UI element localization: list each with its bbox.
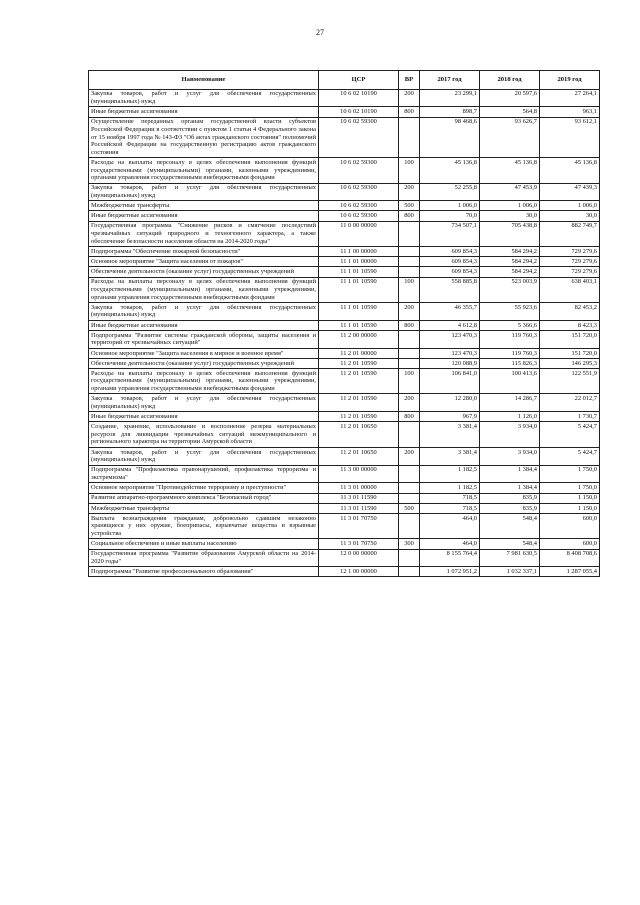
header-vr: ВР	[399, 71, 420, 90]
row-vr-cell	[399, 513, 420, 538]
row-2017-cell: 718,5	[420, 503, 480, 513]
row-2018-cell: 3 934,0	[480, 422, 540, 447]
table-header-row	[89, 71, 600, 90]
table-row	[89, 277, 600, 302]
table-row	[89, 221, 600, 246]
row-2017-cell: 4 612,8	[420, 320, 480, 330]
row-2017-cell: 123 470,3	[420, 348, 480, 358]
row-csr-cell: 11 1 01 10590	[319, 320, 399, 330]
row-name-cell: Закупка товаров, работ и услуг для обеспечения государственных (муниципальных) нужд	[89, 447, 319, 465]
row-vr-cell	[399, 348, 420, 358]
row-2019-cell: 82 453,2	[540, 302, 600, 320]
table-row	[89, 539, 600, 549]
row-2019-cell: 600,0	[540, 539, 600, 549]
row-2019-cell: 729 279,6	[540, 257, 600, 267]
row-vr-cell	[399, 221, 420, 246]
row-csr-cell: 10 6 02 59300	[319, 201, 399, 211]
row-csr-cell: 11 2 01 10590	[319, 412, 399, 422]
row-2018-cell: 584 294,2	[480, 267, 540, 277]
row-csr-cell: 11 1 01 00000	[319, 257, 399, 267]
row-2018-cell: 584 294,2	[480, 247, 540, 257]
row-csr-cell: 11 2 01 10650	[319, 422, 399, 447]
row-vr-cell	[399, 422, 420, 447]
row-2017-cell: 1 182,5	[420, 483, 480, 493]
row-2019-cell: 8 423,3	[540, 320, 600, 330]
row-2017-cell: 45 136,8	[420, 158, 480, 183]
row-name-cell: Иные бюджетные ассигнования	[89, 320, 319, 330]
row-2018-cell: 100 413,6	[480, 369, 540, 394]
table-row	[89, 330, 600, 348]
table-row	[89, 158, 600, 183]
row-2018-cell: 14 286,7	[480, 394, 540, 412]
row-name-cell: Подпрограмма "Развитие профессионального образования"	[89, 567, 319, 577]
table-row	[89, 201, 600, 211]
row-2019-cell: 45 136,8	[540, 158, 600, 183]
row-2017-cell: 12 280,0	[420, 394, 480, 412]
row-2017-cell: 23 299,1	[420, 89, 480, 107]
row-2017-cell: 718,5	[420, 493, 480, 503]
row-name-cell: Развитие аппаратно-программного комплекса "Безопасный город"	[89, 493, 319, 503]
row-vr-cell: 100	[399, 277, 420, 302]
row-2018-cell: 47 453,9	[480, 183, 540, 201]
row-csr-cell: 11 3 01 70750	[319, 539, 399, 549]
row-2019-cell: 151 720,0	[540, 348, 600, 358]
row-2017-cell: 1 182,5	[420, 465, 480, 483]
row-csr-cell: 11 2 01 10590	[319, 369, 399, 394]
row-2018-cell: 1 006,0	[480, 201, 540, 211]
row-2018-cell: 548,4	[480, 539, 540, 549]
row-2017-cell: 98 468,6	[420, 117, 480, 158]
row-name-cell: Выплата вознаграждения гражданам, добровольно сдавшим незаконно хранящиеся у них оружие, боеприпасы, взрывчатые вещества и взрывные устройства	[89, 513, 319, 538]
table-row	[89, 117, 600, 158]
row-name-cell: Закупка товаров, работ и услуг для обеспечения государственных (муниципальных) нужд	[89, 302, 319, 320]
table-row	[89, 247, 600, 257]
row-2019-cell: 1 150,0	[540, 493, 600, 503]
row-vr-cell	[399, 567, 420, 577]
row-vr-cell: 200	[399, 394, 420, 412]
row-vr-cell: 100	[399, 369, 420, 394]
table-row	[89, 89, 600, 107]
row-2017-cell: 3 381,4	[420, 422, 480, 447]
row-2019-cell: 600,0	[540, 513, 600, 538]
row-vr-cell: 500	[399, 503, 420, 513]
row-vr-cell: 300	[399, 539, 420, 549]
row-2018-cell: 45 136,8	[480, 158, 540, 183]
row-2018-cell: 523 003,9	[480, 277, 540, 302]
row-2019-cell: 729 279,6	[540, 267, 600, 277]
row-2019-cell: 882 749,7	[540, 221, 600, 246]
header-2019: 2019 год	[540, 71, 600, 90]
row-vr-cell: 500	[399, 201, 420, 211]
table-body	[89, 89, 600, 577]
row-name-cell: Подпрограмма "Профилактика правонарушений, профилактика терроризма и экстремизма"	[89, 465, 319, 483]
row-csr-cell: 10 6 02 59300	[319, 158, 399, 183]
row-2018-cell: 1 032 337,1	[480, 567, 540, 577]
header-name: Наименование	[89, 71, 319, 90]
row-csr-cell: 11 3 01 11590	[319, 493, 399, 503]
table-row	[89, 549, 600, 567]
table-row	[89, 447, 600, 465]
row-vr-cell: 100	[399, 158, 420, 183]
table-row	[89, 369, 600, 394]
table-row	[89, 211, 600, 221]
table-row	[89, 267, 600, 277]
budget-table	[88, 70, 600, 577]
row-2018-cell: 584 294,2	[480, 257, 540, 267]
row-name-cell: Расходы на выплаты персоналу в целях обеспечения выполнения функций государственными (муниципальными) органами, казенными учреждениями, органами управления государственными внебюджетными фондами	[89, 277, 319, 302]
row-name-cell: Государственная программа "Развитие образования Амурской области на 2014-2020 годы"	[89, 549, 319, 567]
row-2018-cell: 55 923,6	[480, 302, 540, 320]
row-csr-cell: 10 6 02 59300	[319, 183, 399, 201]
row-csr-cell: 11 1 01 10590	[319, 267, 399, 277]
row-2019-cell: 1 287 055,4	[540, 567, 600, 577]
row-csr-cell: 11 2 01 10650	[319, 447, 399, 465]
row-2018-cell: 93 626,7	[480, 117, 540, 158]
table-row	[89, 483, 600, 493]
row-2019-cell: 22 012,7	[540, 394, 600, 412]
row-vr-cell: 200	[399, 302, 420, 320]
row-name-cell: Иные бюджетные ассигнования	[89, 211, 319, 221]
table-row	[89, 183, 600, 201]
row-2019-cell: 1 730,7	[540, 412, 600, 422]
header-2017: 2017 год	[420, 71, 480, 90]
row-vr-cell	[399, 117, 420, 158]
row-2018-cell: 20 597,6	[480, 89, 540, 107]
row-2017-cell: 967,9	[420, 412, 480, 422]
row-name-cell: Иные бюджетные ассигнования	[89, 107, 319, 117]
row-2019-cell: 151 720,0	[540, 330, 600, 348]
row-2019-cell: 1 750,0	[540, 483, 600, 493]
row-2019-cell: 93 612,1	[540, 117, 600, 158]
row-csr-cell: 10 6 02 59300	[319, 117, 399, 158]
row-csr-cell: 12 0 00 00000	[319, 549, 399, 567]
table-row	[89, 567, 600, 577]
row-name-cell: Основное мероприятие "Защита населения в мирное и военное время"	[89, 348, 319, 358]
row-2018-cell: 835,9	[480, 493, 540, 503]
row-name-cell: Государственная программа "Снижение рисков и смягчение последствий чрезвычайных ситуаций природного и техногенного характера, а также обеспечение безопасности населения области на 2014-2020 годы"	[89, 221, 319, 246]
row-csr-cell: 11 3 00 00000	[319, 465, 399, 483]
row-vr-cell	[399, 549, 420, 567]
row-name-cell: Межбюджетные трансферты	[89, 201, 319, 211]
row-vr-cell	[399, 247, 420, 257]
row-2017-cell: 8 155 764,4	[420, 549, 480, 567]
row-vr-cell: 800	[399, 107, 420, 117]
row-2018-cell: 7 981 630,5	[480, 549, 540, 567]
table-row	[89, 465, 600, 483]
row-2017-cell: 609 854,3	[420, 257, 480, 267]
row-2018-cell: 30,0	[480, 211, 540, 221]
table-row	[89, 513, 600, 538]
row-2019-cell: 27 264,1	[540, 89, 600, 107]
row-2017-cell: 120 088,9	[420, 358, 480, 368]
row-vr-cell	[399, 267, 420, 277]
row-2019-cell: 1 006,0	[540, 201, 600, 211]
table-row	[89, 394, 600, 412]
row-2019-cell: 8 408 708,6	[540, 549, 600, 567]
row-name-cell: Основное мероприятие "Защита населения от пожаров"	[89, 257, 319, 267]
row-2019-cell: 47 439,3	[540, 183, 600, 201]
row-2018-cell: 5 366,6	[480, 320, 540, 330]
row-csr-cell: 11 2 01 00000	[319, 348, 399, 358]
row-2018-cell: 115 826,3	[480, 358, 540, 368]
header-2018: 2018 год	[480, 71, 540, 90]
row-2017-cell: 1 006,0	[420, 201, 480, 211]
row-2017-cell: 52 255,8	[420, 183, 480, 201]
row-name-cell: Осуществление переданных органам государственной власти субъектов Российской Федерации в соответствии с пунктом 1 статьи 4 Федерального закона от 15 ноября 1997 года № 143-ФЗ "Об актах гражданского состояния" полномочий Российской Федерации на государственную регистрацию актов гражданского состояния	[89, 117, 319, 158]
row-csr-cell: 11 1 01 10590	[319, 302, 399, 320]
row-vr-cell	[399, 330, 420, 348]
row-vr-cell: 200	[399, 89, 420, 107]
row-2017-cell: 1 072 951,2	[420, 567, 480, 577]
row-2019-cell: 963,1	[540, 107, 600, 117]
row-2018-cell: 3 934,0	[480, 447, 540, 465]
row-name-cell: Создание, хранение, использование и восполнение резерва материальных ресурсов для ликвидации чрезвычайных ситуаций межмуниципального и регионального характера на территории Амурской области	[89, 422, 319, 447]
row-2018-cell: 119 760,3	[480, 348, 540, 358]
row-2019-cell: 5 424,7	[540, 447, 600, 465]
row-2017-cell: 609 854,3	[420, 267, 480, 277]
row-vr-cell	[399, 465, 420, 483]
table-row	[89, 257, 600, 267]
row-csr-cell: 11 3 01 70750	[319, 513, 399, 538]
row-name-cell: Социальное обеспечение и иные выплаты населению	[89, 539, 319, 549]
table-row	[89, 107, 600, 117]
row-csr-cell: 11 2 01 10590	[319, 394, 399, 412]
row-csr-cell: 12 1 00 00000	[319, 567, 399, 577]
row-name-cell: Обеспечение деятельности (оказание услуг) государственных учреждений	[89, 267, 319, 277]
row-2018-cell: 564,8	[480, 107, 540, 117]
row-name-cell: Подпрограмма "Развитие системы гражданской обороны, защиты населения и территорий от чрезвычайных ситуаций"	[89, 330, 319, 348]
row-name-cell: Закупка товаров, работ и услуг для обеспечения государственных (муниципальных) нужд	[89, 89, 319, 107]
row-csr-cell: 11 3 01 11590	[319, 503, 399, 513]
header-csr: ЦСР	[319, 71, 399, 90]
row-2017-cell: 123 470,3	[420, 330, 480, 348]
row-2019-cell: 638 403,1	[540, 277, 600, 302]
page-number: 27	[316, 28, 324, 37]
row-2019-cell: 30,0	[540, 211, 600, 221]
row-2017-cell: 734 507,1	[420, 221, 480, 246]
row-2018-cell: 1 384,4	[480, 465, 540, 483]
row-2017-cell: 46 355,7	[420, 302, 480, 320]
row-2017-cell: 558 885,8	[420, 277, 480, 302]
row-name-cell: Основное мероприятие "Противодействие терроризму и преступности"	[89, 483, 319, 493]
row-2019-cell: 729 279,6	[540, 247, 600, 257]
row-2019-cell: 5 424,7	[540, 422, 600, 447]
row-csr-cell: 11 1 01 10590	[319, 277, 399, 302]
row-name-cell: Межбюджетные трансферты	[89, 503, 319, 513]
row-2017-cell: 464,0	[420, 513, 480, 538]
row-csr-cell: 10 6 02 10190	[319, 89, 399, 107]
table-row	[89, 348, 600, 358]
row-2019-cell: 1 750,0	[540, 465, 600, 483]
table-row	[89, 302, 600, 320]
row-2018-cell: 705 438,8	[480, 221, 540, 246]
row-name-cell: Расходы на выплаты персоналу в целях обеспечения выполнения функций государственными (муниципальными) органами, казенными учреждениями, органами управления государственными внебюджетными фондами	[89, 369, 319, 394]
table-row	[89, 412, 600, 422]
row-name-cell: Иные бюджетные ассигнования	[89, 412, 319, 422]
row-2017-cell: 898,7	[420, 107, 480, 117]
row-name-cell: Подпрограмма "Обеспечение пожарной безопасности"	[89, 247, 319, 257]
row-2017-cell: 464,0	[420, 539, 480, 549]
row-2019-cell: 122 551,9	[540, 369, 600, 394]
row-name-cell: Закупка товаров, работ и услуг для обеспечения государственных (муниципальных) нужд	[89, 183, 319, 201]
row-csr-cell: 10 6 02 10190	[319, 107, 399, 117]
row-2018-cell: 548,4	[480, 513, 540, 538]
row-csr-cell: 11 0 00 00000	[319, 221, 399, 246]
row-vr-cell: 800	[399, 412, 420, 422]
row-csr-cell: 11 3 01 00000	[319, 483, 399, 493]
row-name-cell: Расходы на выплаты персоналу в целях обеспечения выполнения функций государственными (муниципальными) органами, казенными учреждениями, органами управления государственными внебюджетными фондами	[89, 158, 319, 183]
row-2017-cell: 106 841,0	[420, 369, 480, 394]
row-vr-cell	[399, 493, 420, 503]
row-vr-cell: 800	[399, 320, 420, 330]
row-vr-cell: 200	[399, 183, 420, 201]
row-csr-cell: 10 6 02 59300	[319, 211, 399, 221]
row-vr-cell	[399, 483, 420, 493]
table-row	[89, 422, 600, 447]
row-name-cell: Обеспечение деятельности (оказание услуг) государственных учреждений	[89, 358, 319, 368]
row-vr-cell	[399, 358, 420, 368]
row-csr-cell: 11 2 01 10590	[319, 358, 399, 368]
table-row	[89, 493, 600, 503]
row-2018-cell: 1 384,4	[480, 483, 540, 493]
row-vr-cell: 200	[399, 447, 420, 465]
table-row	[89, 358, 600, 368]
row-2018-cell: 835,9	[480, 503, 540, 513]
row-2017-cell: 70,0	[420, 211, 480, 221]
row-csr-cell: 11 1 00 00000	[319, 247, 399, 257]
row-vr-cell: 800	[399, 211, 420, 221]
row-2018-cell: 119 760,3	[480, 330, 540, 348]
row-2017-cell: 609 854,3	[420, 247, 480, 257]
row-2019-cell: 146 295,3	[540, 358, 600, 368]
row-2018-cell: 1 126,0	[480, 412, 540, 422]
table-row	[89, 503, 600, 513]
row-vr-cell	[399, 257, 420, 267]
row-2017-cell: 3 381,4	[420, 447, 480, 465]
row-csr-cell: 11 2 00 00000	[319, 330, 399, 348]
table-row	[89, 320, 600, 330]
row-2019-cell: 1 150,0	[540, 503, 600, 513]
row-name-cell: Закупка товаров, работ и услуг для обеспечения государственных (муниципальных) нужд	[89, 394, 319, 412]
